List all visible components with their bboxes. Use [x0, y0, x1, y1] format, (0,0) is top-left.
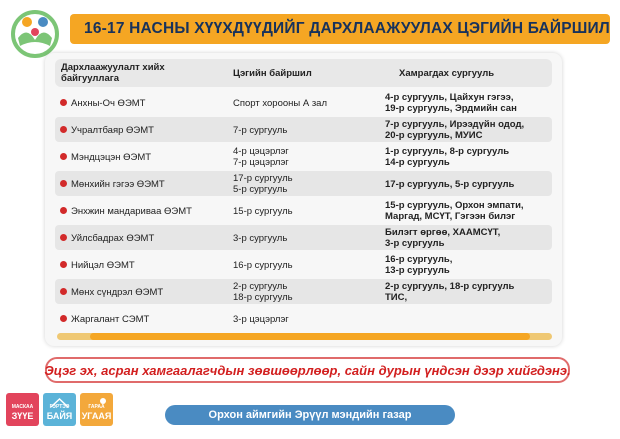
- header-schools: Хамрагдах сургууль: [399, 68, 495, 79]
- location-text: 5-р сургууль: [233, 184, 288, 195]
- schools-text: 14-р сургууль: [385, 157, 450, 168]
- consent-text: Эцэг эх, асран хамгаалагчдын зөвшөөрлөөр, сайн дурын үндсэн дээр хийгдэнэ.: [44, 362, 571, 378]
- schedule-table: [45, 53, 562, 346]
- bullet-icon: [60, 153, 67, 160]
- schools-text: 15-р сургууль, Орхон эмпати,: [385, 200, 524, 211]
- schools-text: 16-р сургууль,: [385, 254, 453, 265]
- location-text: 2-р сургууль: [233, 281, 288, 292]
- location-text: 15-р сургууль: [233, 206, 293, 217]
- location-text: 7-р сургууль: [233, 125, 288, 136]
- schools-text: 4-р сургууль, Цайхун гэгээ,: [385, 92, 514, 103]
- schools-text: 17-р сургууль, 5-р сургууль: [385, 179, 515, 190]
- scrollbar-thumb[interactable]: [90, 333, 530, 340]
- schools-text: Билэгт өргөө, ХААМСҮТ,: [385, 227, 501, 238]
- bullet-icon: [60, 180, 67, 187]
- table-row: [55, 198, 552, 223]
- family-logo: [10, 8, 60, 58]
- bullet-icon: [60, 288, 67, 295]
- schools-text: ТИС,: [385, 292, 408, 303]
- schools-text: 7-р сургууль, Ирээдүйн одод,: [385, 119, 525, 130]
- organization-name: Учралтбаяр ӨЭМТ: [71, 125, 154, 136]
- location-text: 16-р сургууль: [233, 260, 293, 271]
- brand-home-logo: ГЭРТЭЭ БАЙЯ: [43, 393, 76, 426]
- consent-notice: [45, 357, 570, 383]
- organization-name: Анхны-Оч ӨЭМТ: [71, 98, 146, 109]
- page-title: 16-17 НАСНЫ ХҮҮХДҮҮДИЙГ ДАРХЛААЖУУЛАХ ЦЭГИЙН БАЙРШИЛ: [84, 20, 610, 37]
- bullet-icon: [60, 261, 67, 268]
- organization-name: Нийцэл ӨЭМТ: [71, 260, 135, 271]
- table-row: [55, 117, 552, 142]
- table-row: [55, 252, 552, 277]
- header-organization: Дархлаажуулалт хийх байгууллага: [61, 62, 165, 84]
- location-text: 18-р сургууль: [233, 292, 293, 303]
- schools-text: 2-р сургууль, 18-р сургууль: [385, 281, 515, 292]
- schools-text: 13-р сургууль: [385, 265, 450, 276]
- location-text: 3-р цэцэрлэг: [233, 314, 289, 325]
- organization-name: Энхжин мандариваа ӨЭМТ: [71, 206, 192, 217]
- footer-organization: [165, 405, 455, 425]
- table-row: [55, 171, 552, 196]
- bullet-icon: [60, 99, 67, 106]
- schools-text: 1-р сургууль, 8-р сургууль: [385, 146, 510, 157]
- organization-name: Мөнх сүндрэл ӨЭМТ: [71, 287, 164, 298]
- bullet-icon: [60, 126, 67, 133]
- title-banner: [70, 14, 610, 44]
- brand-hands-logo: ГАРАА УГААЯ: [80, 393, 113, 426]
- organization-name: Мэндцэцэн ӨЭМТ: [71, 152, 152, 163]
- table-row: [55, 225, 552, 250]
- organization-name: Уйлсбадрах ӨЭМТ: [71, 233, 155, 244]
- table-row: [55, 306, 552, 331]
- location-text: 4-р цэцэрлэг: [233, 146, 289, 157]
- bullet-icon: [60, 315, 67, 322]
- organization-name: Жаргалант СЭМТ: [71, 314, 150, 325]
- bullet-icon: [60, 207, 67, 214]
- table-row: [55, 144, 552, 169]
- table-header: [55, 59, 552, 87]
- bullet-icon: [60, 234, 67, 241]
- brand-mask-logo: МАСКАА ЗҮҮЕ: [6, 393, 39, 426]
- header-location: Цэгийн байршил: [233, 68, 312, 79]
- location-text: Спорт хорооны А зал: [233, 98, 328, 109]
- location-text: 17-р сургууль: [233, 173, 293, 184]
- organization-name: Мөнхийн гэгээ ӨЭМТ: [71, 179, 165, 190]
- table-row: [55, 279, 552, 304]
- location-text: 7-р цэцэрлэг: [233, 157, 289, 168]
- schools-text: Маргад, МСҮТ, Гэгээн билэг: [385, 211, 516, 222]
- schools-text: 20-р сургууль, МУИС: [385, 130, 483, 141]
- table-row: [55, 90, 552, 115]
- schools-text: 19-р сургууль, Эрдмийн сан: [385, 103, 517, 114]
- location-text: 3-р сургууль: [233, 233, 288, 244]
- schools-text: 3-р сургууль: [385, 238, 445, 249]
- family-logo-icon: [10, 8, 60, 58]
- footer-text: Орхон аймгийн Эрүүл мэндийн газар: [208, 409, 412, 421]
